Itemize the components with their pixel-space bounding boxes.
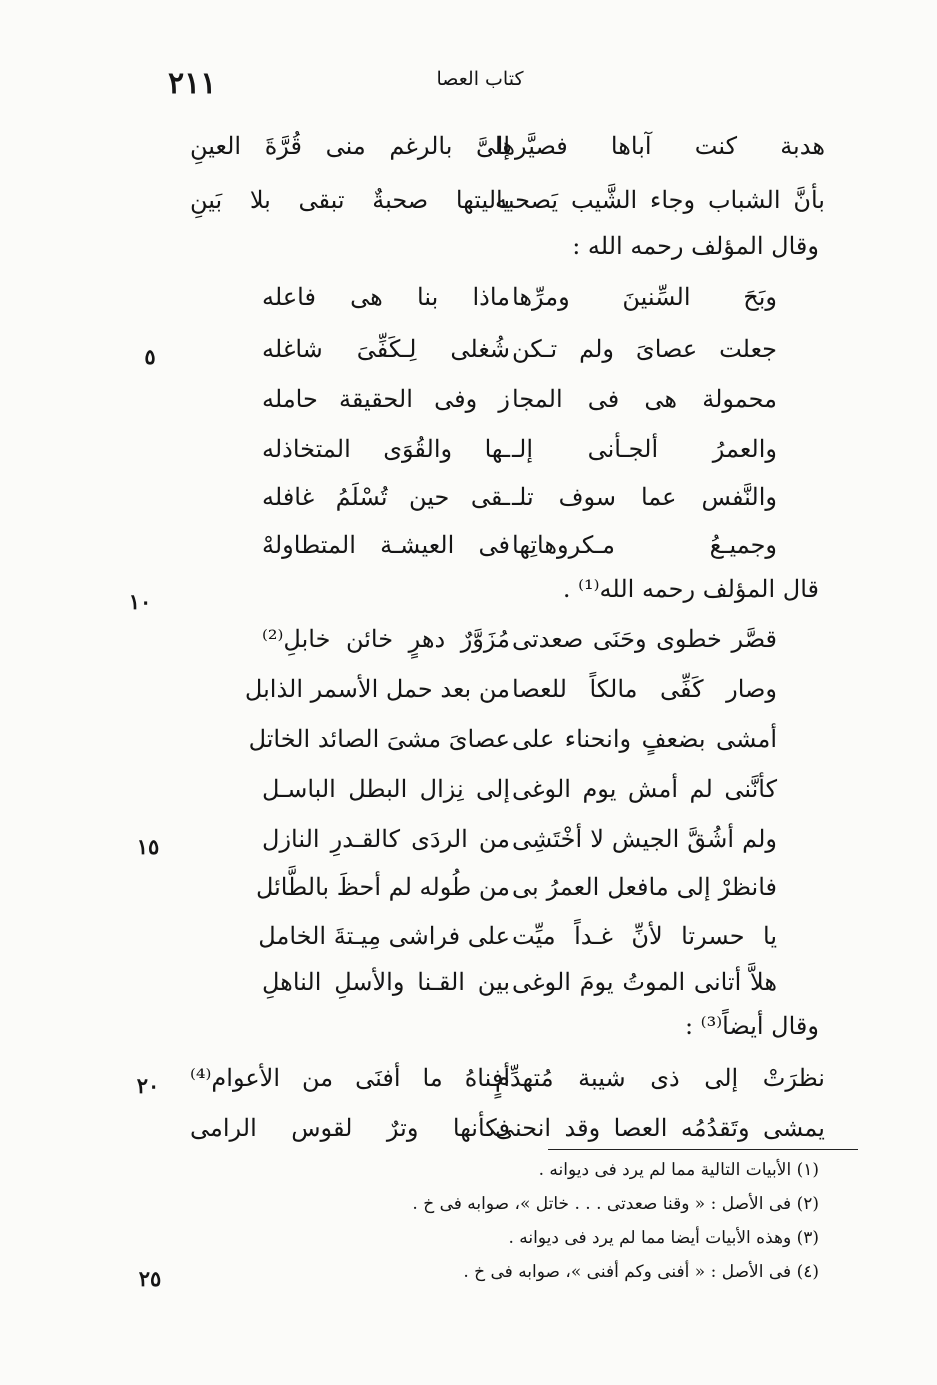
verse-6-first-hemistich: والعمرُ ألجـأنى إلـ bbox=[512, 435, 777, 463]
verse-13-first-hemistich: ولم أشُقَّ الجيش لا أخْتَشِى bbox=[512, 825, 777, 853]
line-number: ٢٥ bbox=[138, 1266, 162, 1291]
verse-4-first-hemistich: جعلت عصاىَ ولم تـكن bbox=[512, 335, 777, 363]
footnote-3: (٣) وهذه الأبيات أيضا مما لم يرد فى ديوانه . bbox=[508, 1228, 819, 1248]
line-number: ٢٠ bbox=[136, 1073, 160, 1098]
verse-6-second-hemistich: ـها والقُوَى المتخاذله bbox=[262, 435, 510, 463]
verse-3-first-hemistich: وبَحَ السِّنينَ ومرِّها bbox=[512, 283, 777, 311]
verse-7-second-hemistich: ـقى حين تُسْلَمُ غافله bbox=[262, 483, 510, 511]
page-number: ٢١١ bbox=[168, 66, 217, 101]
verse-8-first-hemistich: وجميـعُ مـكروهاتِها bbox=[512, 531, 777, 559]
verse-18-first-hemistich: يمشى وتَقدُمُه العصا وقد انحنى bbox=[495, 1114, 825, 1142]
verse-11-first-hemistich: أمشى بضعفٍ وانحناء على bbox=[512, 725, 777, 753]
heading-prose: وقال أيضاً⁽³⁾ : bbox=[684, 1012, 819, 1040]
verse-18-second-hemistich: فكأنها وترٌ لقوس الرامى bbox=[190, 1114, 510, 1142]
line-number: ١٠ bbox=[128, 589, 152, 614]
verse-14-second-hemistich: من طُوله لم أحظَ بالطَّائل bbox=[255, 873, 510, 901]
verse-16-first-hemistich: هلاَّ أتانى الموتُ يومَ الوغى bbox=[512, 968, 777, 996]
verse-14-first-hemistich: فانظرْ إلى مافعل العمرُ بى bbox=[512, 873, 777, 901]
verse-15-first-hemistich: يا حسرتا لأنِّ غـداً ميِّت bbox=[512, 922, 777, 950]
verse-1-first-hemistich: هدبة كنت آباها فصيَّرها bbox=[495, 132, 825, 160]
verse-2-first-hemistich: بأنَّ الشباب وجاء الشَّيب يَصحبه bbox=[495, 186, 825, 214]
verse-11-second-hemistich: عصاىَ مشىَ الصائد الخاتل bbox=[248, 725, 510, 753]
verse-17-second-hemistich: أفناهُ ما أفنَى من الأعوام⁽⁴⁾ bbox=[190, 1064, 510, 1092]
footnote-2: (٢) فى الأصل : « وقنا صعدتى . . . خاتل »، صوابه فى خ . bbox=[412, 1194, 819, 1214]
verse-12-first-hemistich: كأنَّنى لم أمش يوم الوغى bbox=[512, 775, 777, 803]
footnote-4: (٤) فى الأصل : « أفنى وكم أفنى »، صوابه فى خ . bbox=[463, 1262, 819, 1282]
footnote-rule bbox=[548, 1149, 858, 1150]
heading-prose: وقال المؤلف رحمه الله : bbox=[572, 232, 819, 260]
verse-16-second-hemistich: بين القـنا والأسلِ الناهلِ bbox=[262, 968, 510, 996]
verse-1-second-hemistich: إلىَّ بالرغم منى قُرَّةَ العينِ bbox=[190, 132, 510, 160]
line-number: ١٥ bbox=[136, 834, 160, 859]
verse-13-second-hemistich: من الردَى كالقـدرِ النازل bbox=[262, 825, 510, 853]
line-number: ٥ bbox=[144, 344, 156, 369]
verse-15-second-hemistich: على فراشى مِيـتةَ الخامل bbox=[258, 922, 510, 950]
verse-8-second-hemistich: فى العيشـة المتطاولهْ bbox=[262, 531, 510, 559]
verse-17-first-hemistich: نظرَتْ إلى ذى شيبة مُتهدِّمٍ bbox=[495, 1064, 825, 1092]
running-title: كتاب العصا bbox=[436, 68, 524, 90]
heading-prose: قال المؤلف رحمه الله⁽¹⁾ . bbox=[562, 575, 819, 603]
verse-9-second-hemistich: مُزَوَّرٌ دهرٍ خائن خابلِ⁽²⁾ bbox=[262, 625, 510, 653]
footnote-1: (١) الأبيات التالية مما لم يرد فى ديوانه . bbox=[538, 1160, 819, 1180]
verse-2-second-hemistich: ياليتها صحبةٌ تبقى بلا بَينِ bbox=[190, 186, 510, 214]
verse-5-second-hemistich: ز وفى الحقيقة حامله bbox=[262, 385, 510, 413]
verse-3-second-hemistich: ماذا بنا هى فاعله bbox=[262, 283, 510, 311]
verse-12-second-hemistich: إلى نِزال البطل الباسـل bbox=[262, 775, 510, 803]
verse-4-second-hemistich: شُغلى لِـكَفِّىَ شاغله bbox=[262, 335, 510, 363]
verse-10-first-hemistich: وصار كَفِّى مالكاً للعصا bbox=[512, 675, 777, 703]
verse-9-first-hemistich: قصَّر خطوى وحَنَى صعدتى bbox=[512, 625, 777, 653]
verse-10-second-hemistich: من بعد حمل الأسمر الذابل bbox=[244, 675, 510, 703]
verse-5-first-hemistich: محمولة هى فى المجا bbox=[512, 385, 777, 413]
verse-7-first-hemistich: والنَّفس عما سوف تلـ bbox=[512, 483, 777, 511]
